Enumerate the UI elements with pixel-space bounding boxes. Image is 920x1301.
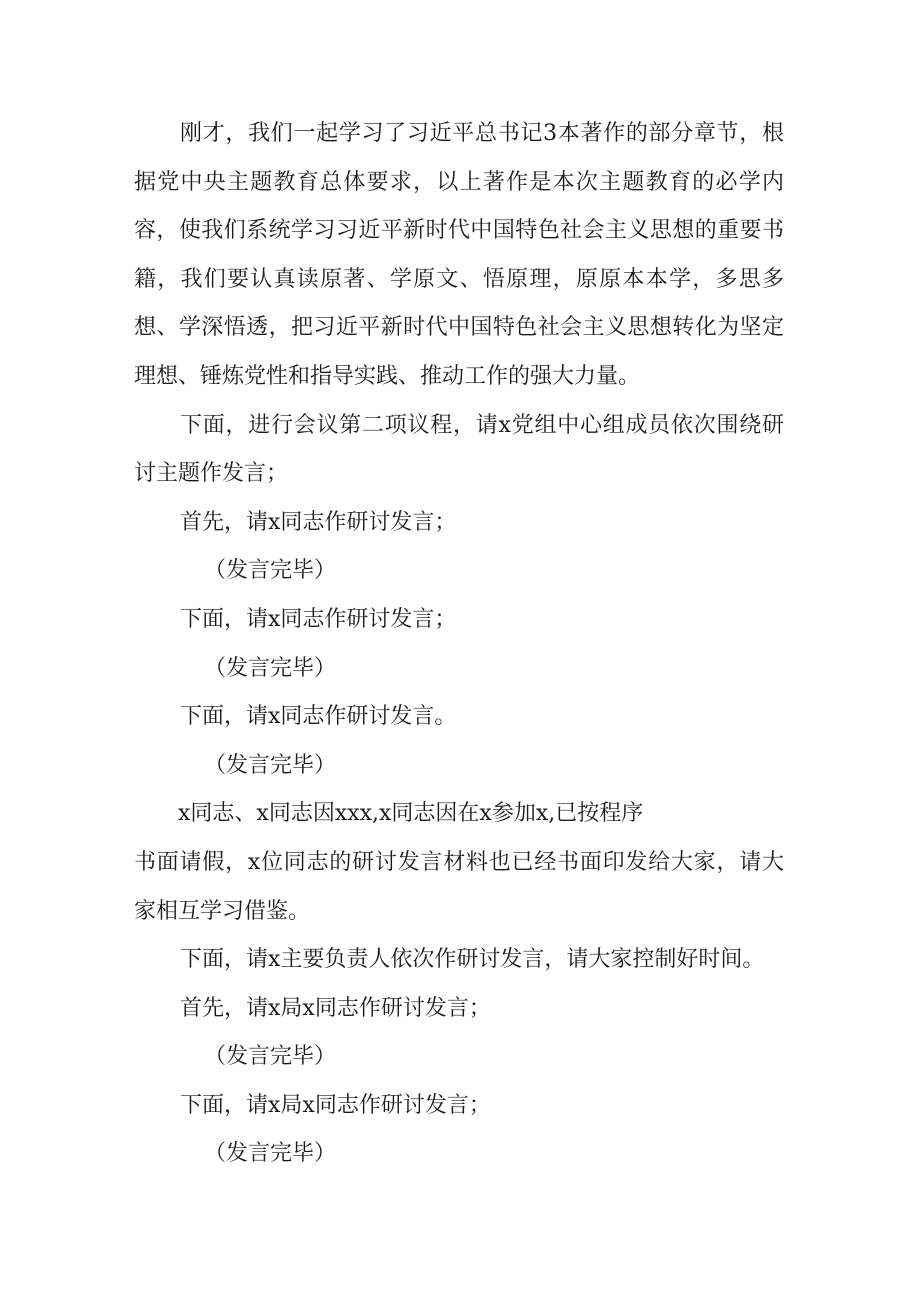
paragraph-speech-finished: （发言完毕） bbox=[204, 1141, 337, 1167]
paragraph-written-leave: 书面请假，x位同志的研讨发言材料也已经书面印发给大家，请大家相互学习借鉴。 bbox=[134, 849, 784, 924]
paragraph-second-agenda: 下面，进行会议第二项议程，请x党组中心组成员依次围绕研讨主题作发言； bbox=[134, 412, 784, 487]
document-body bbox=[134, 110, 784, 1179]
paragraph-next-bureau-speaker: 下面，请x局x同志作研讨发言； bbox=[180, 1092, 491, 1118]
paragraph-leave-notice: x同志、x同志因xxx,x同志因在x参加x,已按程序 bbox=[178, 801, 644, 827]
paragraph-speech-finished: （发言完毕） bbox=[204, 655, 337, 681]
paragraph-next-speaker: 下面，请x同志作研讨发言。 bbox=[180, 704, 457, 730]
paragraph-first-bureau-speaker: 首先，请x局x同志作研讨发言； bbox=[180, 995, 491, 1021]
paragraph-first-speaker: 首先，请x同志作研讨发言； bbox=[180, 509, 457, 535]
paragraph-speech-finished: （发言完毕） bbox=[204, 1044, 337, 1070]
paragraph-speech-finished: （发言完毕） bbox=[204, 752, 337, 778]
paragraph-leaders-speak: 下面，请x主要负责人依次作研讨发言，请大家控制好时间。 bbox=[180, 947, 765, 973]
paragraph-study-summary: 刚才，我们一起学习了习近平总书记3本著作的部分章节，根据党中央主题教育总体要求，以上著作是本次主题教育的必学内容，使我们系统学习习近平新时代中国特色社会主义思想的重要书籍，我们要认真读原著、学原文、悟原理，原原本本学，多思多想、学深悟透，把习近平新时代中国特色社会主义思想转化为坚定理想、锤炼党性和指导实践、推动工作的强大力量。 bbox=[134, 121, 784, 389]
paragraph-speech-finished: （发言完毕） bbox=[204, 558, 337, 584]
paragraph-next-speaker: 下面，请x同志作研讨发言； bbox=[180, 606, 457, 632]
